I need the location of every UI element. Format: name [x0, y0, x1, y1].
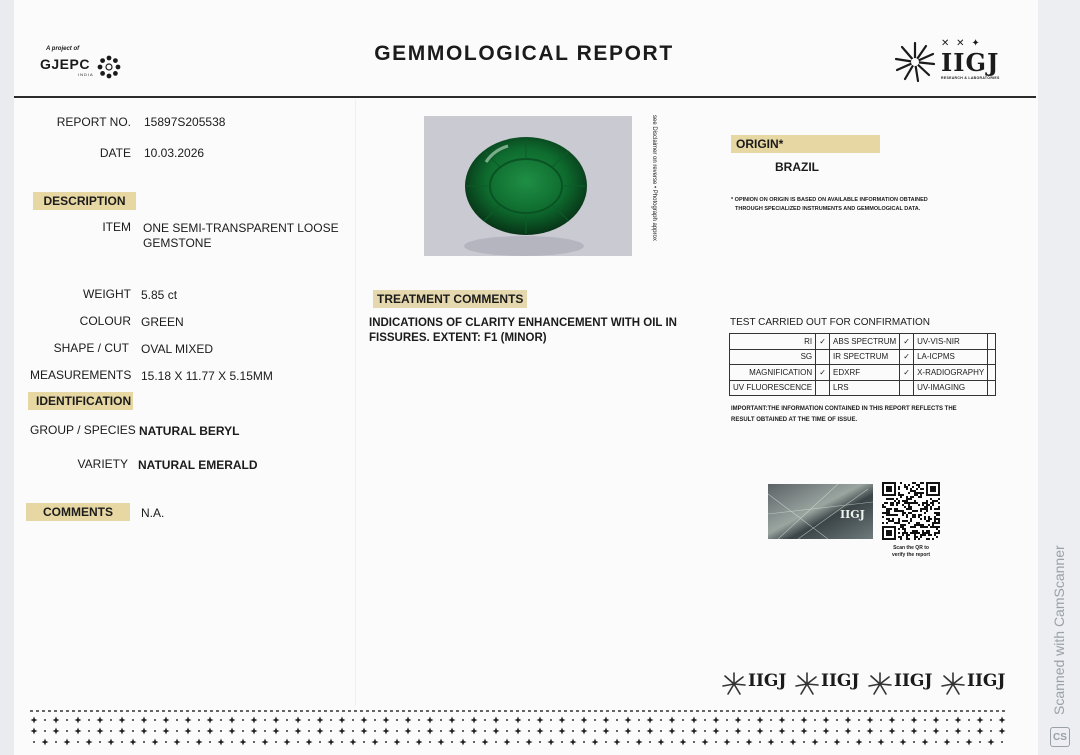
origin-note-line1: * OPINION ON ORIGIN IS BASED ON AVAILABLE INFORMATION OBTAINED [731, 197, 928, 203]
gemstone-photo [424, 116, 632, 256]
description-tag: DESCRIPTION [33, 192, 136, 210]
qr-caption [882, 545, 940, 559]
test-check [988, 380, 996, 396]
header-divider [14, 96, 1036, 98]
footer-logo-text: IIGJ [821, 671, 860, 691]
footer-burst-icon [722, 672, 746, 696]
identification-tag: IDENTIFICATION [28, 392, 133, 410]
test-check: ✓ [900, 365, 914, 381]
footer-burst-icon [795, 672, 819, 696]
verification-qr-code[interactable] [882, 482, 940, 540]
test-check [988, 349, 996, 365]
test-check: ✓ [900, 349, 914, 365]
treatment-line2: FISSURES. EXTENT: F1 (MINOR) [369, 332, 547, 344]
treatment-line1: INDICATIONS OF CLARITY ENHANCEMENT WITH OIL IN [369, 317, 677, 329]
item-value-line1: ONE SEMI-TRANSPARENT LOOSE [143, 221, 339, 235]
origin-note-line2: THROUGH SPECIALIZED INSTRUMENTS AND GEMMOLOGICAL DATA. [735, 206, 921, 212]
test-cell: SG [730, 349, 816, 365]
weight-label: WEIGHT [83, 287, 131, 301]
security-pattern-band [30, 710, 1006, 752]
test-check [900, 380, 914, 396]
weight-value: 5.85 ct [141, 288, 178, 302]
item-label: ITEM [102, 220, 131, 234]
footer-logo-text: IIGJ [748, 671, 787, 691]
iigj-logo [893, 38, 1013, 86]
hologram-pattern [768, 484, 873, 539]
report-title: GEMMOLOGICAL REPORT [374, 42, 674, 65]
important-line1: IMPORTANT:THE INFORMATION CONTAINED IN THIS REPORT REFLECTS THE [731, 406, 957, 412]
test-check [816, 380, 830, 396]
colour-value: GREEN [141, 315, 184, 329]
table-row [730, 349, 996, 365]
qr-caption-line2: verify the report [891, 552, 931, 558]
group-value: NATURAL BERYL [139, 424, 240, 438]
test-cell: EDXRF [830, 365, 900, 381]
footer-logo [941, 668, 1009, 698]
test-check [988, 365, 996, 381]
test-check: ✓ [816, 334, 830, 350]
qr-caption-line1: Scan the QR to [893, 545, 929, 551]
column-guide [355, 100, 356, 705]
date-label: DATE [99, 146, 131, 160]
shape-label: SHAPE / CUT [53, 341, 129, 355]
origin-tag: ORIGIN* [731, 135, 880, 153]
scanner-watermark: Scanned with CamScanner [1051, 545, 1067, 715]
test-check [816, 349, 830, 365]
footer-burst-icon [941, 672, 965, 696]
variety-value: NATURAL EMERALD [138, 458, 258, 472]
logo-country: INDIA [78, 72, 94, 77]
report-no-label: REPORT NO. [56, 115, 131, 129]
iigj-wordmark: IIGJ [941, 48, 1000, 77]
variety-label: VARIETY [77, 457, 128, 471]
group-label: GROUP / SPECIES [30, 423, 136, 437]
shape-value: OVAL MIXED [141, 342, 214, 356]
footer-logo [795, 668, 863, 698]
iigj-stars: ✕ ✕ ✦ [941, 38, 982, 49]
treatment-tag: TREATMENT COMMENTS [373, 290, 527, 308]
report-no-value: 15897S205538 [144, 115, 226, 129]
footer-burst-icon [868, 672, 892, 696]
test-check: ✓ [900, 334, 914, 350]
test-cell: RI [730, 334, 816, 350]
test-cell: IR SPECTRUM [830, 349, 900, 365]
test-cell: LA-ICPMS [914, 349, 988, 365]
footer-logo-text: IIGJ [967, 671, 1006, 691]
footer-logo [722, 668, 790, 698]
footer-logo [868, 668, 936, 698]
test-cell: MAGNIFICATION [730, 365, 816, 381]
table-row [730, 380, 996, 396]
hologram-text: IIGJ [840, 508, 865, 521]
comments-value: N.A. [141, 506, 165, 520]
scanner-badge: CS [1050, 727, 1070, 747]
test-cell: UV-IMAGING [914, 380, 988, 396]
photo-disclaimer: see Disclaimer on reverse • Photograph approx [651, 115, 657, 241]
comments-tag: COMMENTS [26, 503, 130, 521]
iigj-subtitle: RESEARCH & LABORATORIES [941, 76, 1000, 80]
origin-value: BRAZIL [775, 160, 819, 174]
date-value: 10.03.2026 [144, 146, 205, 160]
test-cell: LRS [830, 380, 900, 396]
important-line2: RESULT OBTAINED AT THE TIME OF ISSUE. [731, 417, 858, 423]
test-check [988, 334, 996, 350]
footer-logo-row [722, 668, 1012, 698]
colour-label: COLOUR [79, 314, 131, 328]
logo-project-of: A project of [46, 46, 80, 52]
table-row [730, 365, 996, 381]
item-value-line2: GEMSTONE [143, 236, 212, 250]
test-cell: UV-VIS-NIR [914, 334, 988, 350]
tests-heading: TEST CARRIED OUT FOR CONFIRMATION [730, 317, 931, 328]
test-cell: UV FLUORESCENCE [730, 380, 816, 396]
security-hologram [768, 484, 873, 539]
test-check: ✓ [816, 365, 830, 381]
emerald-image [424, 116, 632, 256]
test-cell: ABS SPECTRUM [830, 334, 900, 350]
tests-table [729, 333, 996, 396]
footer-logo-text: IIGJ [894, 671, 933, 691]
table-row [730, 334, 996, 350]
iigj-burst-icon [893, 40, 937, 84]
logo-name: GJEPC [40, 56, 90, 72]
measurements-label: MEASUREMENTS [30, 368, 132, 382]
measurements-value: 15.18 X 11.77 X 5.15MM [141, 369, 273, 383]
test-cell: X-RADIOGRAPHY [914, 365, 988, 381]
